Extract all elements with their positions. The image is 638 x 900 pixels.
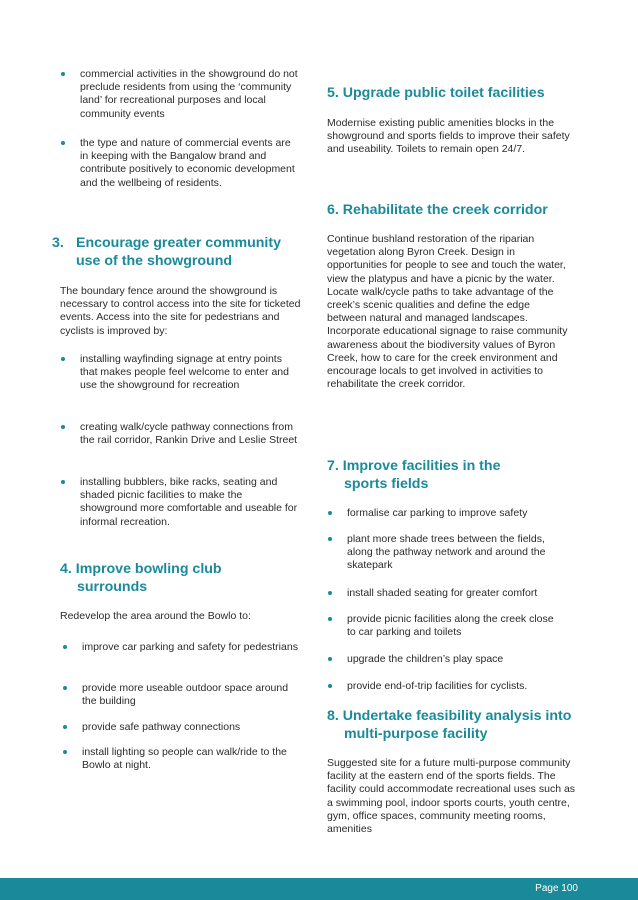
list-item: provide picnic facilities along the creek close to car parking and toilets xyxy=(347,613,562,639)
section-3-intro: The boundary fence around the showground is necessary to control access into the site for ticketed events. Access into the site for pedestrians and cyclists is improved by: xyxy=(60,285,301,337)
list-item: installing bubblers, bike racks, seating and shaded picnic facilities to make the showground more comfortable and useable for informal recreation. xyxy=(80,476,302,529)
section-4-bullet-4 xyxy=(82,746,302,772)
section-3-number: 3. xyxy=(52,235,64,251)
list-item: creating walk/cycle pathway connections from the rail corridor, Rankin Drive and Leslie Street xyxy=(80,421,302,447)
section-3-heading xyxy=(52,234,302,270)
list-item: formalise car parking to improve safety xyxy=(347,507,577,520)
section-3-bullet-1 xyxy=(80,353,302,393)
section-7-bullet-2 xyxy=(347,533,557,573)
section-4-bullet-2 xyxy=(82,682,302,708)
section-4-intro: Redevelop the area around the Bowlo to: xyxy=(60,610,251,622)
section-7-title xyxy=(327,457,537,493)
section-7-bullet-4 xyxy=(347,613,562,639)
section-4-title xyxy=(60,560,270,596)
section-5-body: Modernise existing public amenities blocks in the showground and sports fields to improve their safety and useability. Toilets to remain open 24/7. xyxy=(327,117,570,156)
section-7-bullet-1 xyxy=(347,507,577,520)
list-item: install shaded seating for greater comfort xyxy=(347,587,577,600)
section-7-bullet-3 xyxy=(347,587,577,600)
intro-bullet-list-2 xyxy=(80,137,300,190)
list-item: installing wayfinding signage at entry points that makes people feel welcome to enter and use the showground for recreation xyxy=(80,353,302,393)
section-4-bullet-3 xyxy=(82,721,302,734)
list-item: provide more useable outdoor space around the building xyxy=(82,682,302,708)
section-5-title: 5. Upgrade public toilet facilities xyxy=(327,85,545,101)
list-item: improve car parking and safety for pedestrians xyxy=(82,641,302,654)
section-8-title-text: 8. Undertake feasibility analysis into multi-purpose facility xyxy=(327,708,572,742)
section-3-title: Encourage greater community use of the showground xyxy=(76,235,281,269)
section-4-bullet-1 xyxy=(82,641,302,654)
section-3-bullet-3 xyxy=(80,476,302,529)
section-8-title xyxy=(327,707,572,743)
page-footer xyxy=(0,878,638,900)
section-7-title-text: 7. Improve facilities in the sports fields xyxy=(327,458,501,492)
list-item: the type and nature of commercial events are in keeping with the Bangalow brand and contribute positively to economic development and the wellbeing of residents. xyxy=(80,137,300,190)
list-item: install lighting so people can walk/ride to the Bowlo at night. xyxy=(82,746,302,772)
section-3-bullet-2 xyxy=(80,421,302,447)
page-number: Page 100 xyxy=(535,883,578,894)
section-6-title: 6. Rehabilitate the creek corridor xyxy=(327,202,548,218)
section-6-body: Continue bushland restoration of the riparian vegetation along Byron Creek. Design in opportunities for people to see and touch the water, view the platypus and have a picnic by the water. Locate walk/cycle paths to take advantage of the creek’s scenic qualities and define the edge between natural and managed landscapes. Incorporate educational signage to raise community awareness about the biodiversity values of Byron Creek, how to care for the creek environment and encourage locals to get involved in activities to rehabilitate the creek corridor. xyxy=(327,233,568,391)
list-item: upgrade the children’s play space xyxy=(347,653,577,666)
section-7-bullet-6 xyxy=(347,680,587,693)
list-item: commercial activities in the showground do not preclude residents from using the ‘community land’ for recreational purposes and local community events xyxy=(80,68,300,121)
section-7-bullet-5 xyxy=(347,653,577,666)
list-item: provide end-of-trip facilities for cyclists. xyxy=(347,680,587,693)
list-item: provide safe pathway connections xyxy=(82,721,302,734)
section-4-title-text: 4. Improve bowling club surrounds xyxy=(60,561,222,595)
intro-bullet-list xyxy=(80,68,300,121)
list-item: plant more shade trees between the fields, along the pathway network and around the skatepark xyxy=(347,533,557,573)
section-8-body: Suggested site for a future multi-purpose community facility at the eastern end of the sports fields. The facility could accommodate recreational uses such as a swimming pool, indoor sports courts, youth centre, gym, office spaces, community meeting rooms, amenities xyxy=(327,757,576,836)
